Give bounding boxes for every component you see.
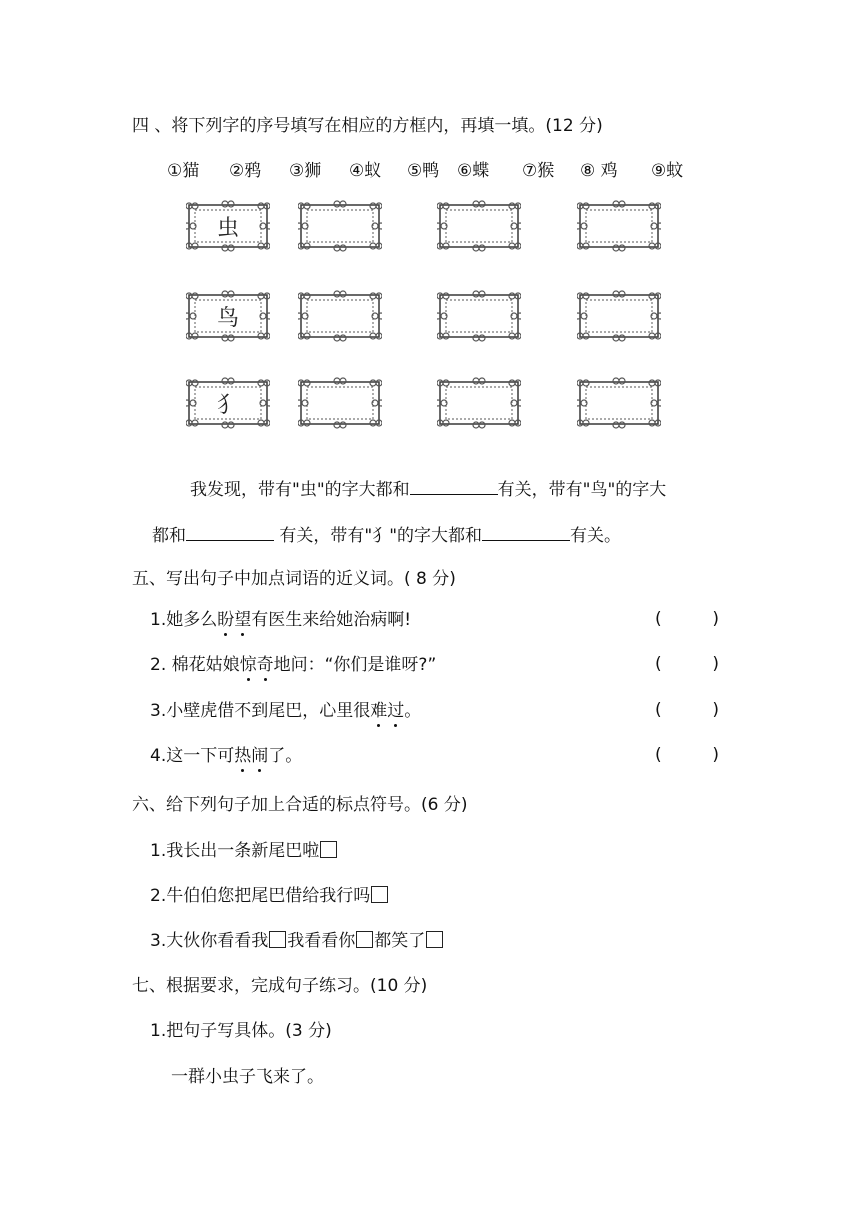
option-3: ③狮 bbox=[289, 161, 322, 181]
item-text: 地问：“你们是谁呀?” bbox=[273, 655, 437, 675]
dotted-char: 过 bbox=[387, 701, 405, 721]
option-8: ⑧ 鸡 bbox=[580, 161, 618, 181]
dotted-char: 盼 bbox=[217, 610, 235, 630]
radical-label: 虫 bbox=[216, 215, 239, 241]
findings-text-2b: 有关，带有"犭"的字大都和 bbox=[274, 526, 483, 546]
item-text: 有医生来给她治病啊! bbox=[251, 610, 412, 630]
dotted-char: 闹 bbox=[251, 746, 269, 766]
answer-frame[interactable] bbox=[577, 200, 661, 252]
findings-text-1b: 有关，带有"鸟"的字大 bbox=[497, 480, 667, 500]
radical-frame bbox=[186, 290, 270, 342]
option-9: ⑨蚊 bbox=[651, 161, 684, 181]
punctuation-box[interactable] bbox=[356, 931, 373, 948]
answer-blank-animal[interactable] bbox=[482, 524, 570, 541]
answer-frame[interactable] bbox=[298, 290, 382, 342]
item-text: 3.小壁虎借不到尾巴，心里很 bbox=[150, 701, 371, 721]
option-7: ⑦猴 bbox=[522, 161, 555, 181]
paren-close: ) bbox=[712, 745, 719, 765]
radical-label: 鸟 bbox=[216, 305, 239, 331]
sample-sentence: 一群小虫子飞来了。 bbox=[171, 1067, 324, 1087]
paren-close: ) bbox=[712, 609, 719, 629]
answer-frame[interactable] bbox=[298, 377, 382, 429]
section7-subtask-1: 1.把句子写具体。(3 分) bbox=[150, 1021, 332, 1041]
punctuation-box[interactable] bbox=[269, 931, 286, 948]
punctuation-item-1 bbox=[150, 840, 338, 862]
answer-paren-1[interactable] bbox=[655, 609, 719, 629]
paren-open: ( bbox=[655, 609, 662, 629]
answer-frame[interactable] bbox=[577, 377, 661, 429]
section5-title: 五、写出句子中加点词语的近义词。( 8 分) bbox=[132, 569, 456, 589]
answer-frame[interactable] bbox=[298, 200, 382, 252]
option-2: ②鸦 bbox=[229, 161, 262, 181]
item-text: 3.大伙你看看我 bbox=[150, 931, 269, 951]
radical-frame bbox=[186, 200, 270, 252]
punctuation-item-3 bbox=[150, 930, 444, 952]
synonym-item-1 bbox=[150, 609, 411, 631]
radical-label: 犭 bbox=[216, 392, 239, 418]
answer-paren-4[interactable] bbox=[655, 745, 719, 765]
dotted-char: 奇 bbox=[256, 655, 274, 675]
punctuation-item-2 bbox=[150, 885, 389, 907]
answer-frame[interactable] bbox=[437, 290, 521, 342]
item-text: 4.这一下可 bbox=[150, 746, 235, 766]
dotted-char: 热 bbox=[234, 746, 252, 766]
dotted-char: 望 bbox=[234, 610, 252, 630]
item-text: 1.我长出一条新尾巴啦 bbox=[150, 841, 320, 861]
item-text: 2.牛伯伯您把尾巴借给我行吗 bbox=[150, 886, 371, 906]
synonym-item-4 bbox=[150, 745, 302, 767]
paren-close: ) bbox=[712, 654, 719, 674]
item-text: 都笑了 bbox=[374, 931, 426, 951]
option-6: ⑥蝶 bbox=[457, 161, 490, 181]
answer-blank-insect[interactable] bbox=[410, 478, 498, 495]
paren-close: ) bbox=[712, 700, 719, 720]
dotted-char: 难 bbox=[370, 701, 388, 721]
option-1: ①猫 bbox=[167, 161, 200, 181]
answer-frame[interactable] bbox=[437, 377, 521, 429]
paren-open: ( bbox=[655, 654, 662, 674]
dotted-char: 惊 bbox=[239, 655, 257, 675]
option-5: ⑤鸭 bbox=[407, 161, 440, 181]
punctuation-box[interactable] bbox=[320, 841, 337, 858]
answer-paren-3[interactable] bbox=[655, 700, 719, 720]
findings-line-1 bbox=[190, 478, 666, 501]
answer-frame[interactable] bbox=[437, 200, 521, 252]
radical-frame bbox=[186, 377, 270, 429]
paren-open: ( bbox=[655, 700, 662, 720]
findings-text-1a: 我发现，带有"虫"的字大都和 bbox=[190, 480, 410, 500]
synonym-item-3 bbox=[150, 700, 421, 722]
punctuation-box[interactable] bbox=[371, 886, 388, 903]
findings-line-2 bbox=[152, 524, 621, 547]
section4-title: 四 、将下列字的序号填写在相应的方框内，再填一填。(12 分) bbox=[132, 116, 603, 136]
findings-text-2a: 都和 bbox=[152, 526, 186, 546]
option-4: ④蚁 bbox=[349, 161, 382, 181]
item-text: 我看看你 bbox=[287, 931, 356, 951]
paren-open: ( bbox=[655, 745, 662, 765]
punctuation-box[interactable] bbox=[426, 931, 443, 948]
synonym-item-2 bbox=[150, 654, 436, 676]
answer-paren-2[interactable] bbox=[655, 654, 719, 674]
findings-text-2c: 有关。 bbox=[570, 526, 622, 546]
answer-blank-bird[interactable] bbox=[186, 524, 274, 541]
answer-frame[interactable] bbox=[577, 290, 661, 342]
item-text: 了。 bbox=[268, 746, 303, 766]
section6-title: 六、给下列句子加上合适的标点符号。(6 分) bbox=[132, 795, 468, 815]
item-text: 2. 棉花姑娘 bbox=[150, 655, 240, 675]
item-text: 1.她多么 bbox=[150, 610, 218, 630]
section7-title: 七、根据要求，完成句子练习。(10 分) bbox=[132, 976, 428, 996]
item-text: 。 bbox=[404, 701, 422, 721]
